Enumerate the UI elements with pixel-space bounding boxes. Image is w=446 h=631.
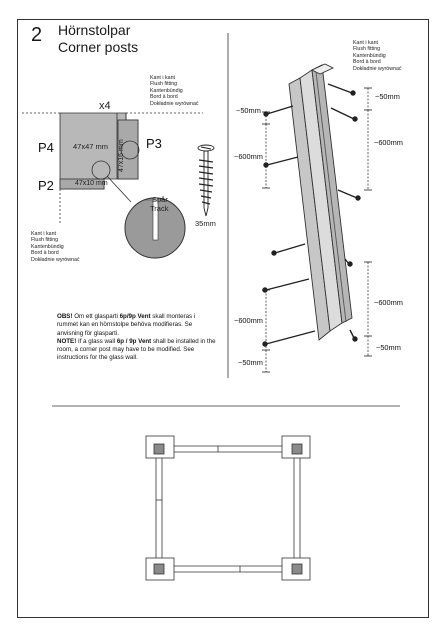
flush-label: Dokładnie wyrównać [353,65,402,72]
flush-label: Kantenbündig [31,243,64,250]
post-label-p4: P4 [38,140,54,155]
step-number: 2 [31,24,43,46]
flush-label: Bord à bord [31,250,59,257]
flush-label: Dokładnie wyrównać [150,100,199,107]
dim-label-mid: ~600mm [234,316,263,325]
note-swedish [57,313,217,338]
floor-plan-corners [146,436,310,580]
dim-label-edge: ~50mm [238,358,263,367]
flush-label: Bord à bord [150,94,178,101]
track-label-en: Track [150,204,169,213]
post-label-p3: P3 [146,136,162,151]
flush-label: Dokładnie wyrównać [31,256,80,263]
obs-label: OBS! [57,313,73,320]
flush-label: Kant i kant [353,40,379,46]
screw-length-label: 35mm [195,219,216,228]
flush-label: Kant i kant [150,75,176,81]
screw-drawing [198,145,214,216]
product-name: 6p / 9p Vent [116,337,152,345]
dim-p4: 47x47 mm [73,142,109,151]
post-label-p2: P2 [38,178,54,193]
corner-post-drawing [289,64,352,340]
track-label-sv: Spår [152,195,168,204]
dim-label-edge: ~50mm [376,343,401,352]
flush-label: Flush fitting [353,46,381,53]
flush-label: Kant i kant [31,231,57,237]
note-text: If a glass wall [76,337,117,345]
product-name: 6p/9p Vent [119,313,151,320]
flush-label: Bord à bord [353,59,381,66]
note-text: skall monteras i rummet kan en hörnstolpe behöva modifieras. Se anvisning för glasparti. [57,313,196,337]
dim-label-edge: ~50mm [375,92,400,101]
dim-p2: 47x10 mm [75,180,108,187]
floor-plan [156,446,300,572]
flush-label: Flush fitting [150,81,178,88]
dim-label-mid: ~600mm [234,152,263,161]
flush-label: Flush fitting [31,237,59,244]
dim-label-edge: ~50mm [236,106,261,115]
note-label: NOTE! [57,337,77,345]
flush-label: Kantenbündig [353,52,386,59]
note-english [57,338,217,363]
dim-label-mid: ~600mm [374,298,403,307]
installation-note [57,313,217,363]
dim-p3: 47x16 mm [118,139,125,172]
note-text: Om ett glasparti [72,313,120,320]
title-swedish: Hörnstolpar [58,22,131,38]
flush-label: Kantenbündig [150,87,183,94]
note-text: shall be installed in the room, a corner post may have to be modified. See instructions for the glass wall. [57,337,216,362]
quantity-label: x4 [99,100,111,112]
dim-label-mid: ~600mm [374,138,403,147]
title-english: Corner posts [58,39,139,55]
